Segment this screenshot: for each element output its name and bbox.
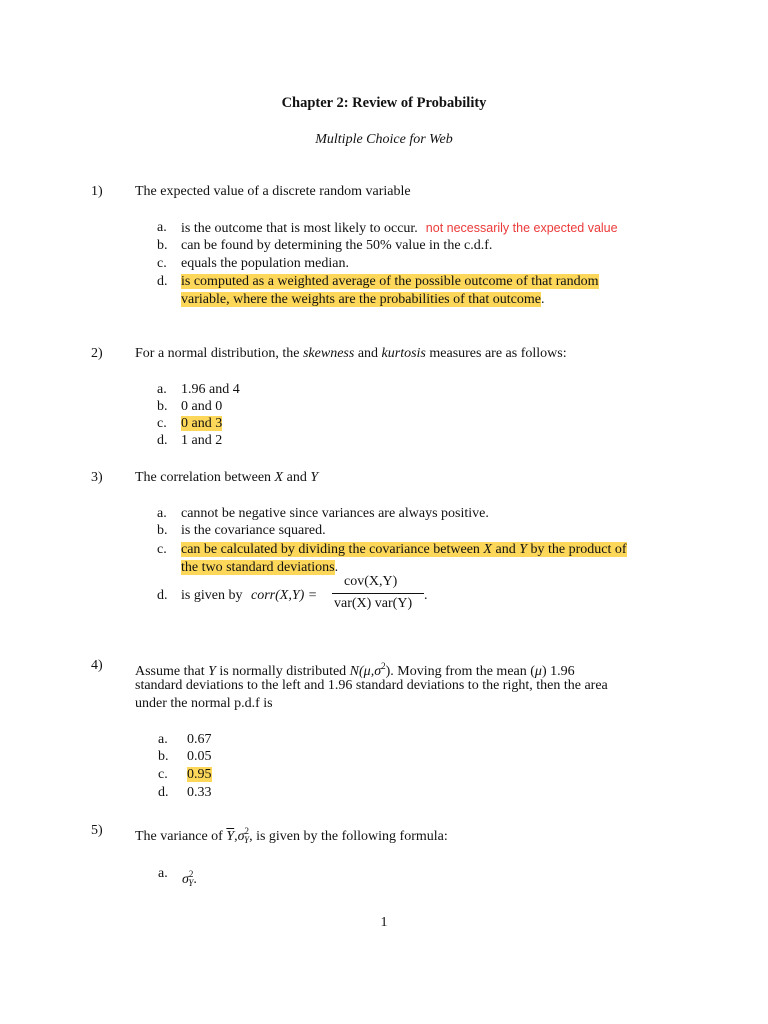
option-d-line1 xyxy=(181,273,599,291)
option-d-line2 xyxy=(181,291,544,309)
punctuation: . xyxy=(540,292,545,307)
option-c xyxy=(187,766,212,784)
option-letter: c. xyxy=(158,767,168,782)
option-letter: a. xyxy=(157,506,167,521)
variable-y: Y xyxy=(208,664,216,679)
question-number: 5) xyxy=(91,823,103,838)
text-part: and xyxy=(354,346,382,361)
punctuation: . xyxy=(193,872,197,887)
highlighted-answer: variable, where the weights are the probabilities of that outcome xyxy=(181,292,541,307)
question-text-line2: standard deviations to the left and 1.96 standard deviations to the right, then the area xyxy=(135,678,608,693)
option-letter: a. xyxy=(157,382,167,397)
punctuation: . xyxy=(334,560,339,575)
text-part: , is given by the following formula: xyxy=(249,829,448,844)
option-letter: b. xyxy=(157,238,168,253)
sigma-symbol: σ xyxy=(182,872,189,887)
question-number: 2) xyxy=(91,346,103,361)
normal-notation: N(μ,σ xyxy=(349,664,382,679)
option-letter: a. xyxy=(158,732,168,747)
text-part: by the product of xyxy=(527,542,627,557)
text-part: ) xyxy=(385,664,391,679)
option-c: equals the population median. xyxy=(181,256,349,271)
comma: , xyxy=(234,829,238,844)
option-b: 0.05 xyxy=(187,749,212,764)
punctuation: . xyxy=(424,588,428,603)
mu-symbol: μ xyxy=(534,664,542,679)
fraction-bar xyxy=(332,593,424,594)
option-letter: c. xyxy=(157,256,167,271)
annotation-note: not necessarily the expected value xyxy=(425,221,618,235)
formula-lhs: corr(X,Y) = xyxy=(251,588,318,603)
text-part: can be calculated by dividing the covariance between xyxy=(181,542,484,557)
option-c-line2 xyxy=(181,559,338,577)
question-number: 3) xyxy=(91,470,103,485)
question-number: 1) xyxy=(91,184,103,199)
formula-fraction xyxy=(332,574,424,614)
text-part: For a normal distribution, the xyxy=(135,346,303,361)
option-c xyxy=(181,415,222,433)
option-letter: b. xyxy=(158,749,169,764)
question-number: 4) xyxy=(91,658,103,673)
page-title: Chapter 2: Review of Probability xyxy=(281,95,487,111)
option-c-line1 xyxy=(181,541,627,559)
question-text xyxy=(135,345,567,363)
highlighted-answer: is computed as a weighted average of the possible outcome of that random xyxy=(181,274,599,289)
text-part: ) 1.96 xyxy=(541,664,575,679)
option-letter: c. xyxy=(157,542,167,557)
highlighted-answer xyxy=(181,542,627,557)
option-letter: d. xyxy=(157,433,168,448)
sigma-symbol: σ xyxy=(237,829,245,844)
text-part: . Moving from the mean ( xyxy=(390,664,535,679)
highlighted-answer: the two standard deviations xyxy=(181,560,335,575)
option-d: 1 and 2 xyxy=(181,433,223,448)
formula-numerator: cov(X,Y) xyxy=(344,574,398,589)
option-text: is the outcome that is most likely to occur. xyxy=(181,221,418,236)
text-part: and xyxy=(491,542,520,557)
page-subtitle: Multiple Choice for Web xyxy=(315,132,453,147)
subscript: Y xyxy=(244,835,250,845)
variable-x: X xyxy=(274,470,284,485)
option-letter: c. xyxy=(157,416,167,431)
option-letter: d. xyxy=(157,274,168,289)
option-a xyxy=(182,865,197,892)
option-a: 0.67 xyxy=(187,732,212,747)
page-number: 1 xyxy=(380,915,388,930)
text-part: The correlation between xyxy=(135,470,275,485)
option-letter: b. xyxy=(157,523,168,538)
option-letter: d. xyxy=(158,785,169,800)
text-part: The variance of xyxy=(135,829,227,844)
text-part: is normally distributed xyxy=(215,664,350,679)
option-a: 1.96 and 4 xyxy=(181,382,240,397)
option-a xyxy=(181,219,618,238)
option-a: cannot be negative since variances are always positive. xyxy=(181,506,489,521)
question-text xyxy=(135,469,318,487)
exponent: 2 xyxy=(381,661,386,671)
highlighted-answer: 0 and 3 xyxy=(181,416,223,431)
variable-y: Y xyxy=(519,542,527,557)
option-d: 0.33 xyxy=(187,785,212,800)
option-b: 0 and 0 xyxy=(181,399,223,414)
variable-x: X xyxy=(483,542,492,557)
text-part: Assume that xyxy=(135,664,209,679)
text-part: and xyxy=(283,470,311,485)
text-part: measures are as follows: xyxy=(425,346,567,361)
y-bar-symbol: $\overline{Y}$ xyxy=(226,829,235,844)
question-text-line3: under the normal p.d.f is xyxy=(135,696,273,711)
question-text xyxy=(135,822,448,849)
formula-denominator: var(X) var(Y) xyxy=(334,596,413,611)
variable-y: Y xyxy=(310,470,319,485)
option-b: can be found by determining the 50% value in the c.d.f. xyxy=(181,238,493,253)
option-letter: b. xyxy=(157,399,168,414)
option-letter: a. xyxy=(158,866,168,881)
term-kurtosis: kurtosis xyxy=(381,346,426,361)
option-b: is the covariance squared. xyxy=(181,523,326,538)
option-d: is given by xyxy=(181,588,243,603)
exponent: 2 xyxy=(244,826,250,836)
option-letter: a. xyxy=(157,220,167,235)
exponent: 2 xyxy=(188,869,194,879)
subscript: Y xyxy=(188,878,194,888)
option-letter: d. xyxy=(157,588,168,603)
highlighted-answer: 0.95 xyxy=(187,767,212,782)
question-text: The expected value of a discrete random variable xyxy=(135,184,411,199)
term-skewness: skewness xyxy=(302,346,355,361)
